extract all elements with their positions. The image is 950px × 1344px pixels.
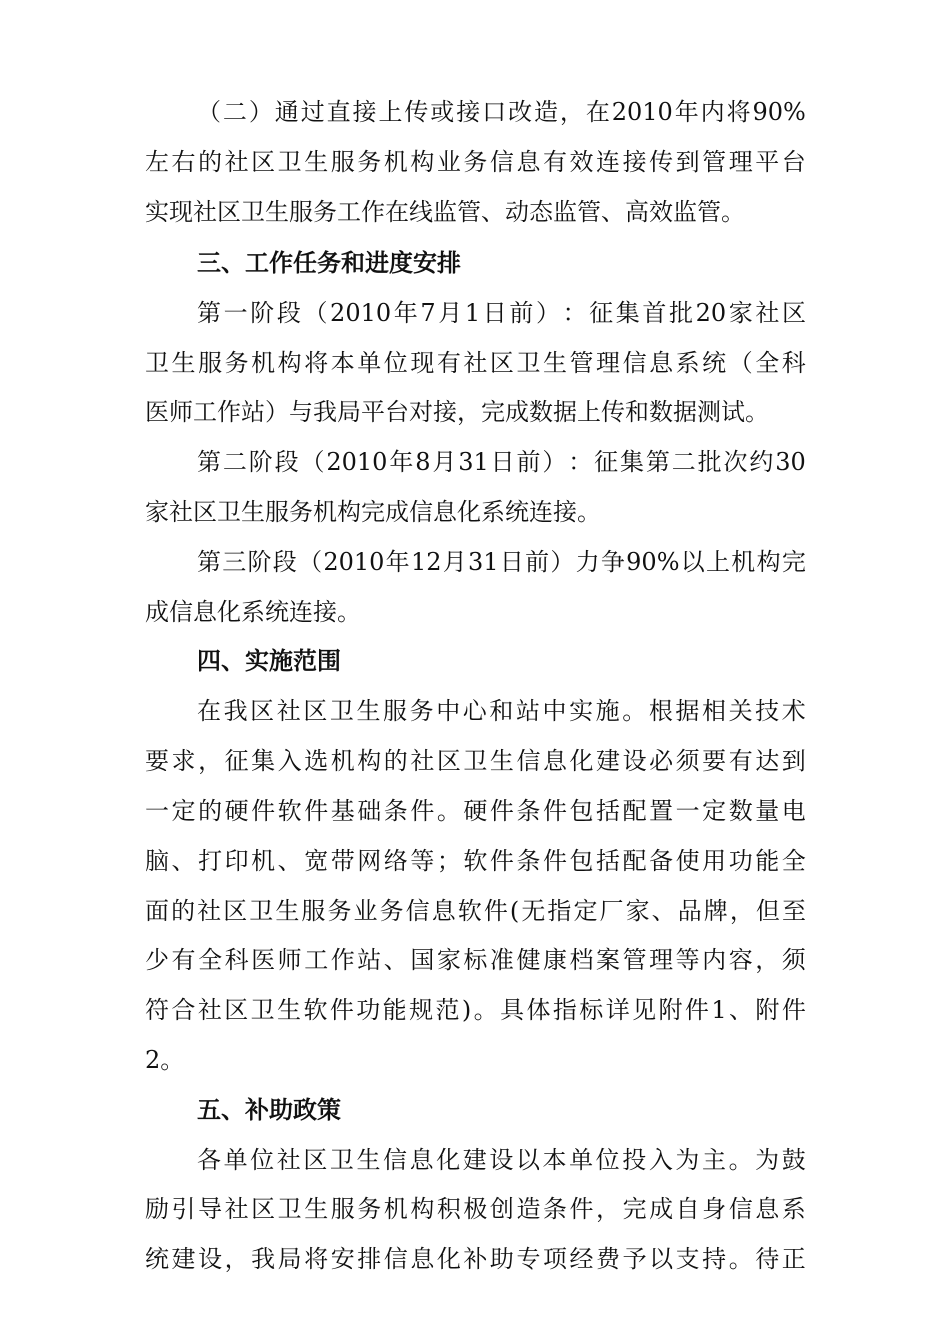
paragraph-line: 面 的 社 区 卫 生 服 务 业 务 信 息 软 件 ( 无 指 定 厂 家 、 品 牌 ， 但 至 [145, 897, 806, 925]
paragraph-line: 卫 生 服 务 机 构 将 本 单 位 现 有 社 区 卫 生 管 理 信 息 系 统 （ 全 科 [145, 349, 806, 377]
paragraph-line: 2。 [145, 1046, 185, 1074]
paragraph-line: 实现社区卫生服务工作在线监管、动态监管、高效监管。 [145, 198, 745, 226]
paragraph-line: 脑 、 打 印 机 、 宽 带 网 络 等 ； 软 件 条 件 包 括 配 备 使 用 功 能 全 [145, 847, 806, 875]
paragraph-line: 励 引 导 社 区 卫 生 服 务 机 构 积 极 创 造 条 件 ， 完 成 自 身 信 息 系 [145, 1195, 806, 1223]
paragraph-line: 医师工作站）与我局平台对接，完成数据上传和数据测试。 [145, 398, 769, 426]
section-heading: 五、补助政策 [197, 1096, 341, 1124]
paragraph-line: 各 单 位 社 区 卫 生 信 息 化 建 设 以 本 单 位 投 入 为 主 。 为 鼓 [197, 1146, 806, 1174]
paragraph-line: 左 右 的 社 区 卫 生 服 务 机 构 业 务 信 息 有 效 连 接 传 到 管 理 平 台 [145, 148, 806, 176]
paragraph-line: 要 求 ， 征 集 入 选 机 构 的 社 区 卫 生 信 息 化 建 设 必 须 要 有 达 到 [145, 747, 806, 775]
paragraph-line: 成信息化系统连接。 [145, 598, 361, 626]
paragraph-line: （ 二 ） 通 过 直 接 上 传 或 接 口 改 造 ， 在 2010 年 内 将 90% [197, 98, 806, 126]
section-heading: 三、工作任务和进度安排 [197, 249, 461, 277]
paragraph-line: 符 合 社 区 卫 生 软 件 功 能 规 范 ) 。 具 体 指 标 详 见 附 件 1 、 附 件 [145, 996, 806, 1024]
paragraph-line: 一 定 的 硬 件 软 件 基 础 条 件 。 硬 件 条 件 包 括 配 置 一 定 数 量 电 [145, 797, 806, 825]
paragraph-line: 第 三 阶 段 （ 2010 年 12 月 31 日 前 ） 力 争 90% 以 上 机 构 完 [197, 548, 806, 576]
paragraph-line: 第 二 阶 段 （ 2010 年 8 月 31 日 前 ） ： 征 集 第 二 批 次 约 30 [197, 448, 806, 476]
paragraph-line: 家社区卫生服务机构完成信息化系统连接。 [145, 498, 601, 526]
paragraph-line: 在 我 区 社 区 卫 生 服 务 中 心 和 站 中 实 施 。 根 据 相 关 技 术 [197, 697, 806, 725]
paragraph-line: 第 一 阶 段 （ 2010 年 7 月 1 日 前 ） ： 征 集 首 批 20 家 社 区 [197, 299, 806, 327]
section-heading: 四、实施范围 [197, 647, 341, 675]
paragraph-line: 少 有 全 科 医 师 工 作 站 、 国 家 标 准 健 康 档 案 管 理 等 内 容 ， 须 [145, 946, 806, 974]
paragraph-line: 统 建 设 ， 我 局 将 安 排 信 息 化 补 助 专 项 经 费 予 以 支 持 。 待 正 [145, 1245, 806, 1273]
